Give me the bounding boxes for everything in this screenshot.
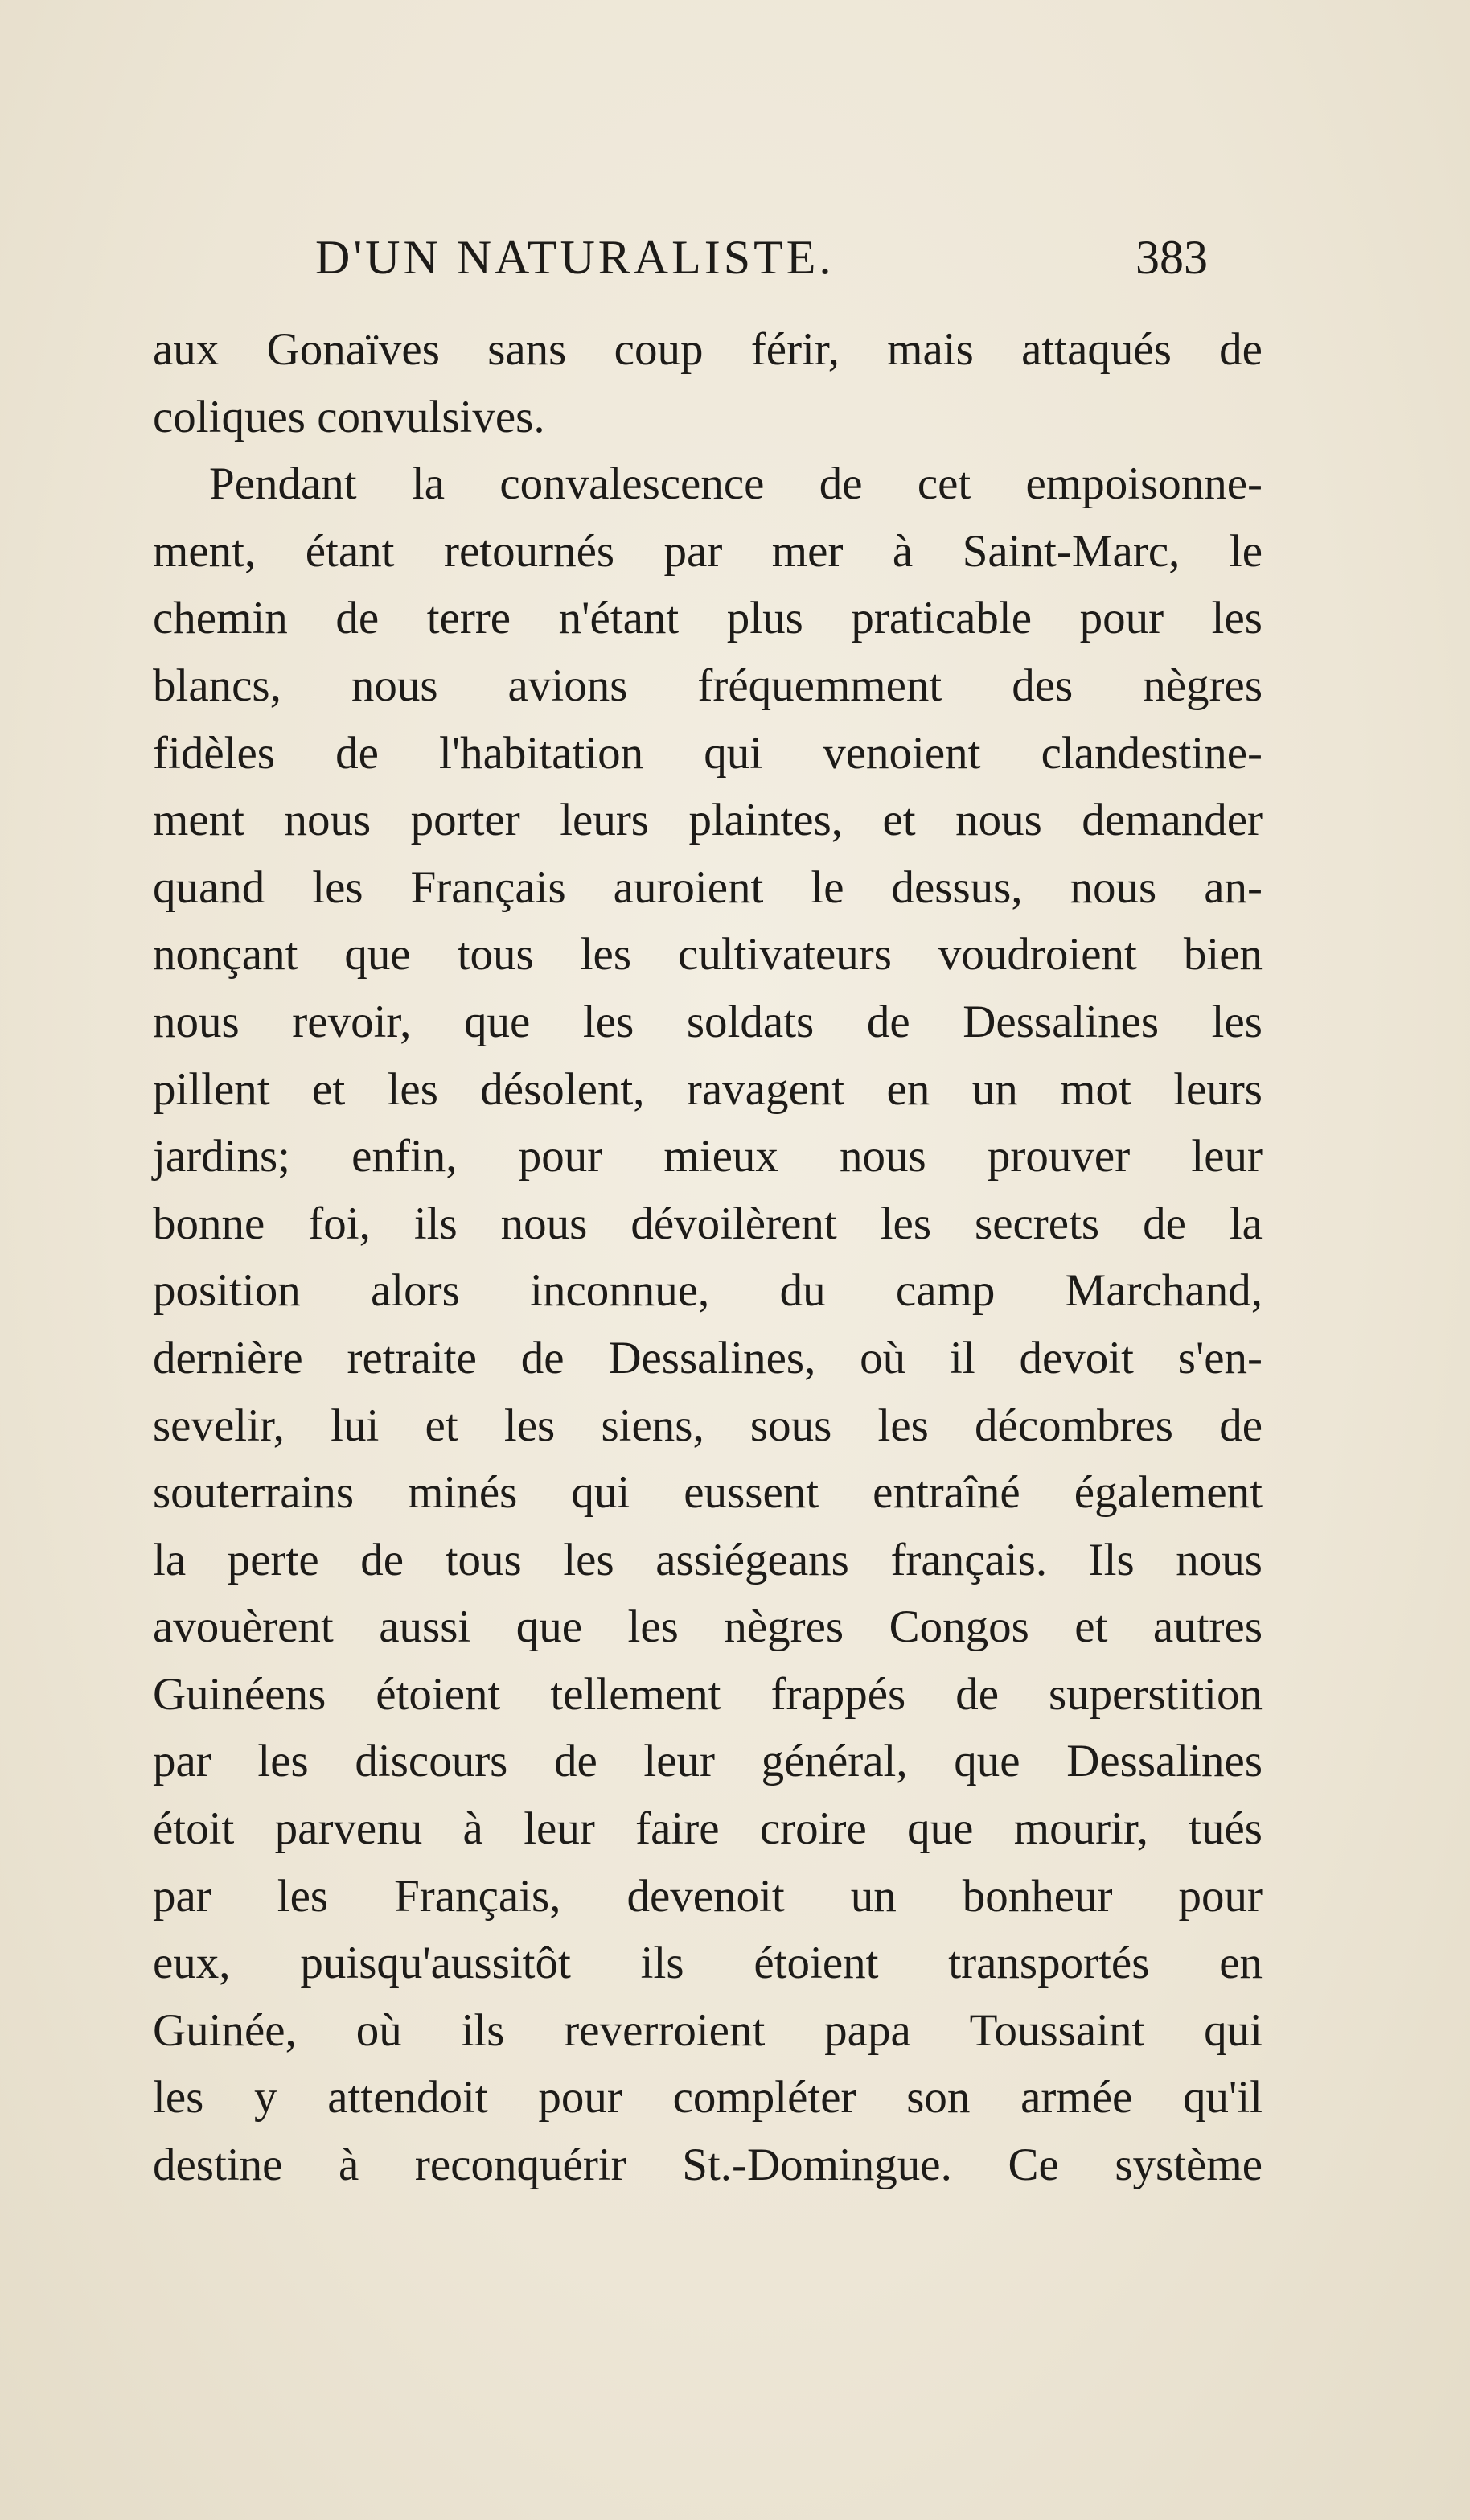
text-line: dernière retraite de Dessalines, où il devoit s'en- [153,1332,1263,1383]
text-line: Guinéens étoient tellement frappés de superstition [153,1668,1263,1720]
text-line: ment nous porter leurs plaintes, et nous demander [153,795,1263,846]
body-text [153,316,1263,2199]
text-line: étoit parvenu à leur faire croire que mourir, tués [153,1803,1263,1855]
text-line: Pendant la convalescence de cet empoisonne- [209,458,1263,510]
text-line: jardins; enfin, pour mieux nous prouver leur [153,1131,1263,1182]
text-line: bonne foi, ils nous dévoilèrent les secrets de la [153,1198,1263,1249]
text-line: la perte de tous les assiégeans français. Ils nous [153,1534,1263,1585]
text-line: nonçant que tous les cultivateurs voudroient bien [153,929,1263,980]
running-head: D'UN NATURALISTE. [315,231,835,284]
text-line: les y attendoit pour compléter son armée qu'il [153,2072,1263,2123]
text-line: pillent et les désolent, ravagent en un mot leurs [153,1063,1263,1115]
text-line: coliques convulsives. [153,391,545,442]
text-line: sevelir, lui et les siens, sous les décombres de [153,1400,1263,1451]
text-line: par les Français, devenoit un bonheur pour [153,1870,1263,1922]
text-line: ment, étant retournés par mer à Saint-Marc, le [153,525,1263,577]
text-line: par les discours de leur général, que Dessalines [153,1736,1263,1787]
text-line: position alors inconnue, du camp Marchand, [153,1265,1263,1317]
text-line: eux, puisqu'aussitôt ils étoient transportés en [153,1938,1263,1989]
text-line: chemin de terre n'étant plus praticable pour les [153,593,1263,644]
text-line: destine à reconquérir St.-Domingue. Ce système [153,2140,1263,2191]
page-number: 383 [1135,231,1208,284]
text-line: aux Gonaïves sans coup férir, mais attaqués de [153,324,1263,375]
text-line: Guinée, où ils reverroient papa Toussaint qui [153,2004,1263,2056]
text-line: nous revoir, que les soldats de Dessalines les [153,996,1263,1047]
page-header [315,230,1280,294]
text-line: avouèrent aussi que les nègres Congos et autres [153,1601,1263,1653]
text-line: quand les Français auroient le dessus, nous an- [153,861,1263,913]
text-line: souterrains minés qui eussent entraîné également [153,1467,1263,1519]
text-line: fidèles de l'habitation qui venoient clandestine- [153,727,1263,779]
text-line: blancs, nous avions fréquemment des nègres [153,660,1263,711]
